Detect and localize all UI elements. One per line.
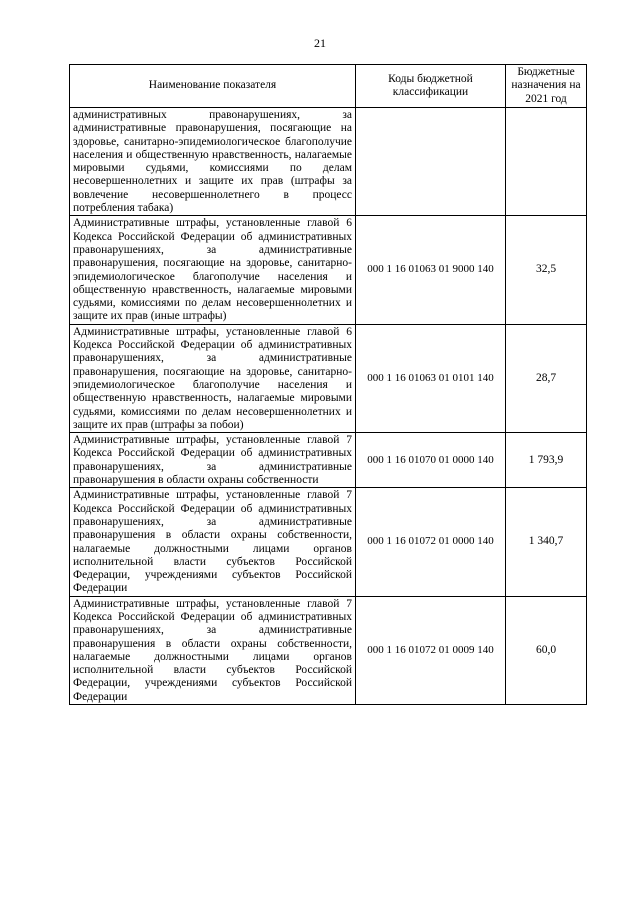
- table-row: [70, 433, 587, 488]
- header-code: Коды бюджетной классификации: [356, 65, 506, 108]
- table-row: [70, 324, 587, 432]
- table-row: [70, 216, 587, 324]
- row-name: Административные штрафы, установленные главой 6 Кодекса Российской Федерации об административных правонарушениях, за административные правонарушения, посягающие на здоровье, санитарно-эпидемиологическое благополучие населения и общественную нравственность, налагаемые мировыми судьями, комиссиями по делам несовершеннолетних и защите их прав (иные штрафы): [70, 216, 356, 324]
- header-name: Наименование показателя: [70, 65, 356, 108]
- table-row: [70, 108, 587, 216]
- row-code: [356, 108, 506, 216]
- row-name: Административные штрафы, установленные главой 7 Кодекса Российской Федерации об административных правонарушениях, за административные правонарушения в области охраны собственности: [70, 433, 356, 488]
- page-number: 21: [314, 36, 326, 50]
- row-code: 000 1 16 01072 01 0000 140: [356, 488, 506, 596]
- row-amount: 28,7: [506, 324, 587, 432]
- row-code: 000 1 16 01063 01 9000 140: [356, 216, 506, 324]
- row-code: 000 1 16 01070 01 0000 140: [356, 433, 506, 488]
- row-name: Административные штрафы, установленные главой 6 Кодекса Российской Федерации об административных правонарушениях, за административные правонарушения, посягающие на здоровье, санитарно-эпидемиологическое благополучие населения и общественную нравственность, налагаемые мировыми судьями, комиссиями по делам несовершеннолетних и защите их прав (штрафы за побои): [70, 324, 356, 432]
- table-row: [70, 488, 587, 596]
- row-amount: 1 793,9: [506, 433, 587, 488]
- table-header-row: [70, 65, 587, 108]
- row-amount: 60,0: [506, 596, 587, 704]
- row-code: 000 1 16 01072 01 0009 140: [356, 596, 506, 704]
- row-name: Административные штрафы, установленные главой 7 Кодекса Российской Федерации об административных правонарушениях, за административные правонарушения в области охраны собственности, налагаемые должностными лицами органов исполнительной власти субъектов Российской Федерации, учреждениями субъектов Российской Федерации: [70, 488, 356, 596]
- row-name: административных правонарушениях, за административные правонарушения, посягающие на здоровье, санитарно-эпидемиологическое благополучие населения и общественную нравственность, налагаемые мировыми судьями, комиссиями по делам несовершеннолетних и защите их прав (штрафы за вовлечение несовершеннолетнего в процесс потребления табака): [70, 108, 356, 216]
- row-name: Административные штрафы, установленные главой 7 Кодекса Российской Федерации об административных правонарушениях, за административные правонарушения в области охраны собственности, налагаемые должностными лицами органов исполнительной власти субъектов Российской Федерации, учреждениями субъектов Российской Федерации: [70, 596, 356, 704]
- budget-table: [69, 64, 587, 705]
- header-amount: Бюджетные назначения на 2021 год: [506, 65, 587, 108]
- row-amount: [506, 108, 587, 216]
- table-row: [70, 596, 587, 704]
- row-code: 000 1 16 01063 01 0101 140: [356, 324, 506, 432]
- row-amount: 32,5: [506, 216, 587, 324]
- row-amount: 1 340,7: [506, 488, 587, 596]
